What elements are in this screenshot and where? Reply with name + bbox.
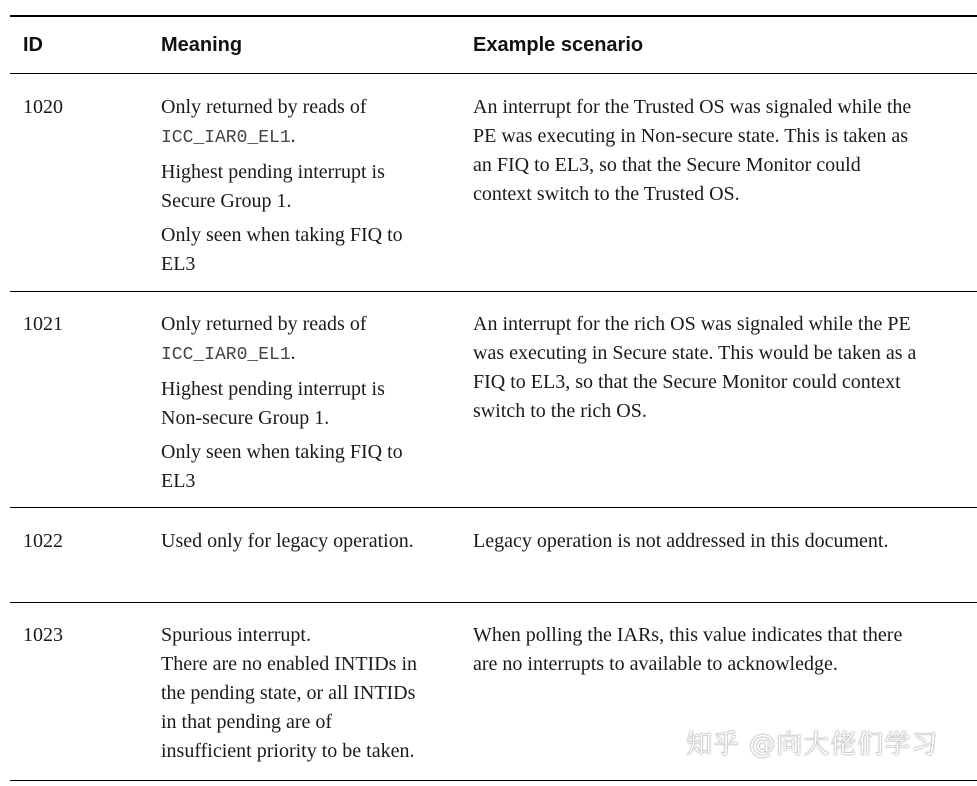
row-1023-example bbox=[473, 621, 902, 679]
header-example: Example scenario bbox=[473, 34, 644, 56]
meaning-line: . bbox=[290, 342, 296, 364]
example-line: When polling the IARs, this value indicates that there bbox=[473, 624, 903, 646]
meaning-line: . bbox=[290, 125, 296, 147]
row-1021-id: 1021 bbox=[23, 313, 63, 335]
meaning-line: Only seen when taking FIQ to bbox=[161, 441, 403, 463]
example-line: switch to the rich OS. bbox=[473, 400, 647, 422]
meaning-line: in that pending are of bbox=[161, 711, 333, 733]
meaning-line: There are no enabled INTIDs in bbox=[161, 653, 417, 675]
table-bottom-rule bbox=[10, 780, 977, 781]
meaning-line: Only returned by reads of bbox=[161, 313, 367, 335]
meaning-line: Only seen when taking FIQ to bbox=[161, 224, 403, 246]
meaning-line: the pending state, or all INTIDs bbox=[161, 682, 416, 704]
row-1023-meaning bbox=[161, 621, 417, 766]
meaning-line: Non-secure Group 1. bbox=[161, 407, 330, 429]
register-name: ICC_IAR0_EL1 bbox=[161, 128, 291, 148]
row-1021-example bbox=[473, 310, 916, 426]
meaning-line: insufficient priority to be taken. bbox=[161, 740, 415, 762]
example-line: FIQ to EL3, so that the Secure Monitor could context bbox=[473, 371, 901, 393]
row-1022-meaning bbox=[161, 527, 414, 556]
meaning-line: EL3 bbox=[161, 253, 196, 275]
example-line: An interrupt for the rich OS was signaled while the PE bbox=[473, 313, 911, 335]
meaning-line: Used only for legacy operation. bbox=[161, 530, 414, 552]
example-line: PE was executing in Non-secure state. This is taken as bbox=[473, 125, 909, 147]
row-rule bbox=[10, 602, 977, 603]
example-line: Legacy operation is not addressed in this document. bbox=[473, 530, 889, 552]
row-1020-meaning bbox=[161, 93, 403, 279]
meaning-line: Highest pending interrupt is bbox=[161, 161, 385, 183]
meaning-line: Highest pending interrupt is bbox=[161, 378, 385, 400]
example-line: are no interrupts to available to acknowledge. bbox=[473, 653, 838, 675]
header-meaning: Meaning bbox=[161, 34, 243, 56]
row-1020-example bbox=[473, 93, 911, 209]
example-line: was executing in Secure state. This would be taken as a bbox=[473, 342, 917, 364]
header-rule bbox=[10, 73, 977, 74]
meaning-line: Spurious interrupt. bbox=[161, 624, 311, 646]
row-1023-id: 1023 bbox=[23, 624, 63, 646]
meaning-line: EL3 bbox=[161, 470, 196, 492]
meaning-line: Only returned by reads of bbox=[161, 96, 367, 118]
example-line: an FIQ to EL3, so that the Secure Monitor could bbox=[473, 154, 861, 176]
register-name: ICC_IAR0_EL1 bbox=[161, 345, 291, 365]
example-line: context switch to the Trusted OS. bbox=[473, 183, 740, 205]
row-1021-meaning bbox=[161, 310, 403, 496]
meaning-line: Secure Group 1. bbox=[161, 190, 292, 212]
row-1020-id: 1020 bbox=[23, 96, 63, 118]
row-rule bbox=[10, 291, 977, 292]
header-id: ID bbox=[23, 34, 43, 56]
row-1022-id: 1022 bbox=[23, 530, 63, 552]
table-top-rule bbox=[10, 15, 977, 17]
row-rule bbox=[10, 507, 977, 508]
example-line: An interrupt for the Trusted OS was signaled while the bbox=[473, 96, 912, 118]
row-1022-example bbox=[473, 527, 888, 556]
zhihu-watermark: 知乎 @向大佬们学习 bbox=[686, 730, 939, 760]
